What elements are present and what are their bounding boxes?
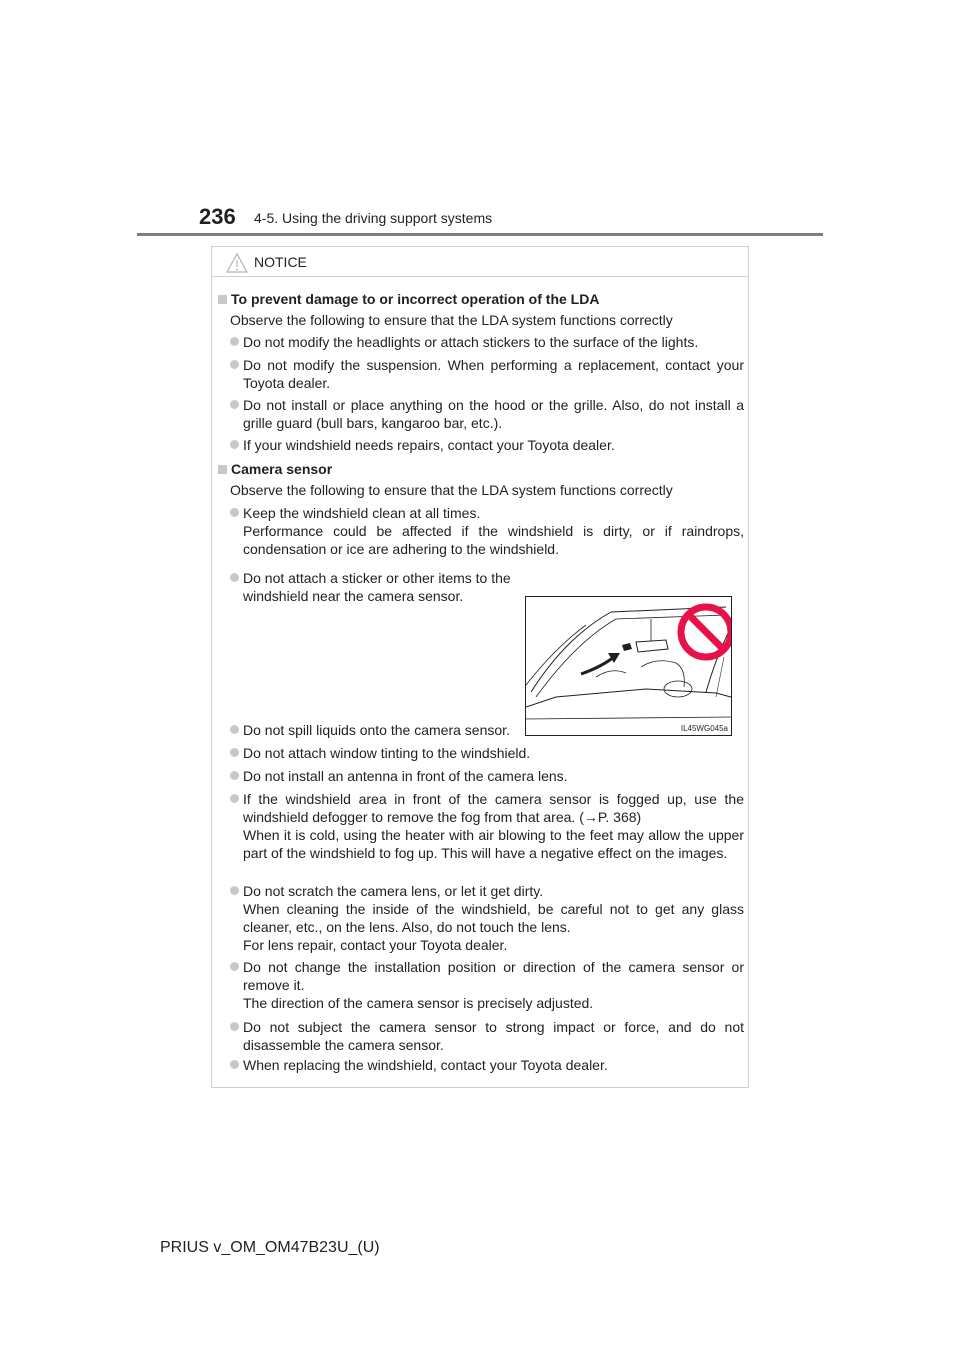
- section-title: 4-5. Using the driving support systems: [254, 210, 493, 226]
- list-item: Do not attach window tinting to the windshield.: [230, 744, 744, 762]
- bullet-icon: [230, 748, 239, 757]
- bullet-icon: [230, 1022, 239, 1031]
- warning-triangle-icon: [226, 253, 248, 273]
- bullet-icon: [230, 400, 239, 409]
- bullet-icon: [230, 440, 239, 449]
- section-heading: Camera sensor: [218, 460, 332, 478]
- header-rule: [137, 233, 823, 236]
- list-item: When replacing the windshield, contact your Toyota dealer.: [230, 1056, 744, 1074]
- figure-code: IL45WG045a: [680, 724, 728, 733]
- section-intro: Observe the following to ensure that the LDA system functions correctly: [230, 482, 673, 498]
- bullet-icon: [230, 337, 239, 346]
- list-item: Do not install an antenna in front of the camera lens.: [230, 767, 744, 785]
- bullet-icon: [230, 573, 239, 582]
- bullet-icon: [230, 962, 239, 971]
- notice-label: NOTICE: [254, 254, 307, 270]
- section-heading: To prevent damage to or incorrect operation of the LDA: [218, 290, 599, 308]
- page-header: [199, 203, 823, 237]
- list-item: Do not attach a sticker or other items to the windshield near the camera sensor.: [230, 569, 515, 605]
- windshield-illustration: [525, 596, 732, 736]
- bullet-icon: [230, 794, 239, 803]
- list-item: Do not spill liquids onto the camera sensor.: [230, 721, 744, 739]
- document-code: PRIUS v_OM_OM47B23U_(U): [160, 1239, 380, 1256]
- square-bullet-icon: [218, 295, 227, 304]
- notice-header: [212, 247, 748, 277]
- list-item: Do not modify the suspension. When performing a replacement, contact your Toyota dealer.: [230, 356, 744, 392]
- prohibition-icon: [681, 607, 731, 657]
- list-item: If your windshield needs repairs, contact your Toyota dealer.: [230, 436, 744, 454]
- list-item: Do not change the installation position or direction of the camera sensor or remove it. The direction of the camera sensor is precisely adjusted.: [230, 958, 744, 1012]
- bullet-icon: [230, 508, 239, 517]
- list-item: Do not install or place anything on the hood or the grille. Also, do not install a grille guard (bull bars, kangaroo bar, etc.).: [230, 396, 744, 432]
- car-interior-drawing: [526, 597, 731, 735]
- list-item: If the windshield area in front of the camera sensor is fogged up, use the windshield defogger to remove the fog from that area. (→P. 368) When it is cold, using the heater with air blowing to the feet may allow the upper part of the windshield to fog up. This will have a negative effect on the images.: [230, 790, 744, 862]
- bullet-icon: [230, 1060, 239, 1069]
- list-item: Keep the windshield clean at all times. Performance could be affected if the windshield is dirty, or if raindrops, condensation or ice are adhering to the windshield.: [230, 504, 744, 558]
- page-number: 236: [199, 204, 236, 229]
- square-bullet-icon: [218, 465, 227, 474]
- bullet-icon: [230, 886, 239, 895]
- bullet-icon: [230, 360, 239, 369]
- camera-sensor-icon: [622, 619, 668, 652]
- list-item: Do not scratch the camera lens, or let it get dirty. When cleaning the inside of the windshield, be careful not to get any glass cleaner, etc., on the lens. Also, do not touch the lens. For lens repair, contact your Toyota dealer.: [230, 882, 744, 954]
- bullet-icon: [230, 725, 239, 734]
- bullet-icon: [230, 771, 239, 780]
- notice-box: [211, 246, 749, 1088]
- section-intro: Observe the following to ensure that the LDA system functions correctly: [230, 312, 673, 328]
- list-item: Do not modify the headlights or attach stickers to the surface of the lights.: [230, 333, 744, 351]
- list-item: Do not subject the camera sensor to strong impact or force, and do not disassemble the camera sensor.: [230, 1018, 744, 1054]
